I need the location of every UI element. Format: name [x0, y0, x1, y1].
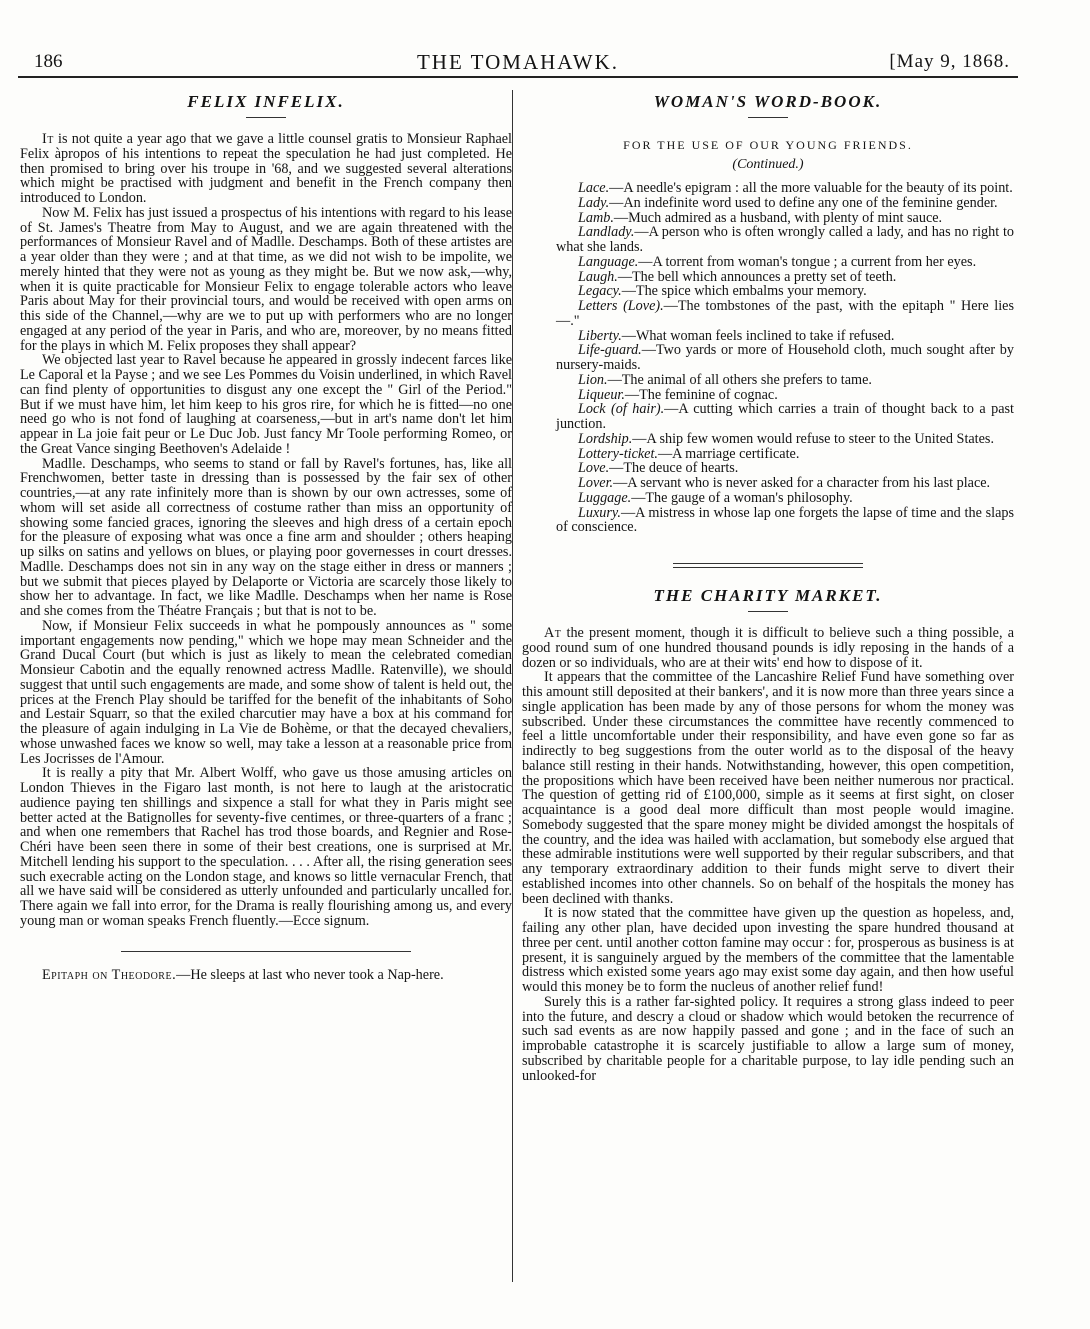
right-column: [522, 92, 1014, 1083]
entry-term: Liberty.: [578, 327, 622, 344]
issue-date: [May 9, 1868.: [889, 51, 1010, 72]
felix-paragraph: We objected last year to Ravel because he appeared in grossly indecent farces like Le Caporal et la Payse ; and we see Les Pommes du Voisin underlined, in which Ravel can find plenty of opportunities to disgust any one except the " Girl of the Period." But if we must have him, let him keep to his gros rire, for which he is fitted—no one need go who is not fond of laughing at coarseness,—but in art's name don't let him appear in La joie fait peur or Le Duc Job. Just fancy Mr Toole performing Romeo, or the Great Vance singing Beethoven's Adelaide !: [20, 352, 512, 457]
entry-term: Luxury.: [578, 504, 621, 521]
wordbook-entry: [522, 506, 1014, 536]
entry-definition: —The spice which embalms your memory.: [621, 283, 867, 300]
entry-definition: —The tombstones of the past, with the epitaph " Here lies—.": [556, 298, 1014, 329]
entry-definition: —A marriage certificate.: [657, 445, 800, 462]
wordbook-entry: [522, 461, 1014, 476]
felix-title: FELIX INFELIX.: [187, 92, 345, 111]
wordbook-entry: [522, 270, 1014, 285]
felix-paragraph: Now M. Felix has just issued a prospectus of his intentions with regard to his lease of St. James's Theatre from May to August, and we are again threatened with the performances of Monsieur Ravel and of Madlle. Deschamps. Both of these artistes are a year older than they were ; and at that time, as we did not wish to be impolite, we merely hinted that they were not as young as they might be. But we now ask,—why, when it is quite practicable for Monsieur Felix to engage tolerable actors who leave Paris about May for their provincial tours, and would be received with open arms on this side of the Channel,—why are we to put up with performers who are no longer engaged at any period of the year in Paris, and who are, moreover, by no means fitted for the plays in which M. Felix proposes they shall appear?: [20, 204, 512, 354]
entry-term: Lover.: [578, 475, 614, 491]
entry-definition: —A needle's epigram : all the more valuable for the beauty of its point.: [609, 180, 1013, 196]
entry-definition: —A mistress in whose lap one forgets the lapse of time and the slaps of conscience.: [556, 504, 1014, 536]
wordbook-entries: [522, 181, 1014, 535]
wordbook-entry: [522, 211, 1014, 226]
entry-definition: —The animal of all others she prefers to tame.: [607, 371, 872, 388]
wordbook-entry: [522, 343, 1014, 373]
entry-term: Landlady.: [578, 224, 635, 241]
page-number: 186: [34, 51, 63, 72]
charity-paragraph: Surely this is a rather far-sighted policy. It requires a strong glass indeed to peer into the future, and descry a cloud or shadow which would betoken the recurrence of such sad events as are now happily passed and gone ; and in the face of such an improbable catastrophe it is scarcely justifiable to allow a large sum of money, subscribed by charitable people for a charitable purpose, to lay idle pending such an unlooked-for: [522, 993, 1014, 1084]
column-divider: [512, 90, 513, 1282]
wordbook-entry: [522, 491, 1014, 506]
entry-definition: —A person who is often wrongly called a lady, and has no right to what she lands.: [556, 224, 1014, 255]
charity-paragraph: It is now stated that the committee have given up the question as hopeless, and, failing any other plan, have decided upon investing the spare hundred thousand at three per cent. until another cotton famine may occur : for, prosperous as business is at present, it is sanguinely argued by the members of the committee that the lamentable distress which existed some years ago may exist some day again, and then how useful would this money be to form the nucleus of another relief fund!: [522, 905, 1014, 995]
entry-definition: —An indefinite word used to define any one of the feminine gender.: [609, 194, 998, 211]
wordbook-entry: [522, 447, 1014, 462]
wordbook-entry: [522, 402, 1014, 432]
wordbook-entry: [522, 284, 1014, 299]
charity-paragraph: It appears that the committee of the Lancashire Relief Fund have something over this amount still deposited at their bankers', and it is now more than three years since a single application has been made by any of those persons for whom the money was subscribed. Under these circumstances the committee have recently commenced to feel a little uncomfortable under their responsibility, and have even gone so far as indirectly to beg suggestions from the outer world as to the disposal of the heavy balance still resting in their hands. Notwithstanding, however, this open competition, the propositions which have been received have been neither numerous nor practical. The question of getting rid of £100,000, simple as it seems at first sight, on closer acquaintance is a good deal more difficult than most people would imagine. Somebody suggested that the spare money might be divided amongst the hospitals of the country, and the idea was hailed with acclamation, but somebody else argued that these admirable institutions were well supported by their regular subscribers, and that any temporary extraordinary addition to their funds might serve to divert their established incomes into other channels. So on behalf of the hospitals the money has been declined with thanks.: [522, 669, 1014, 907]
charity-paragraph: At the present moment, though it is difficult to believe such a thing possible, a good round sum of one hundred thousand pounds is idly reposing in the hands of a dozen or so individuals, who are at their wits' end how to dispose of it.: [522, 625, 1014, 671]
wordbook-entry: [522, 373, 1014, 388]
felix-paragraph: It is not quite a year ago that we gave a little counsel gratis to Monsieur Raphael Felix àpropos of his intentions to repeat the speculation he had just completed. He then promised to bring over his troupe in '68, and we suggested several alterations which might be practised with judgment and benefit in the French company then introduced to London.: [20, 131, 512, 206]
felix-paragraph: Madlle. Deschamps, who seems to stand or fall by Ravel's fortunes, has, like all Frenchwomen, better taste in dressing than is possessed by the fair sex of other countries,—at any rate infinitely more than is shown by our own actresses, some of whom will set aside all correctness of costume rather than miss an opportunity of showing some fancied graces, ignoring the sleeves and high dress of a certain epoch for the pleasure of exposing what was once a fine arm and shoulder ; others heaping up silks on satins and yellows on blues, or playing poor governesses in court dresses. Madlle. Deschamps does not sin in any way on the stage either in dress or manners ; but we submit that pieces played by Delaporte or Victoria are scarcely those likely to show her to advantage. In fact, we like Madlle. Deschamps when her name is Rose and she comes from the Théatre Français ; but that is not to be.: [20, 455, 512, 619]
entry-term: Language.: [578, 253, 639, 270]
title-rule: [748, 117, 788, 118]
wordbook-entry: [522, 225, 1014, 255]
title-rule: [246, 117, 286, 118]
header-rule: [18, 76, 1018, 78]
wordbook-title: WOMAN'S WORD-BOOK.: [653, 92, 883, 111]
wordbook-entry: [522, 255, 1014, 270]
wordbook-entry: [522, 181, 1014, 196]
wordbook-entry: [522, 476, 1014, 491]
left-column: [20, 92, 512, 982]
entry-definition: —The bell which announces a pretty set of teeth.: [617, 268, 897, 285]
title-rule: [748, 611, 788, 612]
felix-paragraph: It is really a pity that Mr. Albert Wolff, who gave us those amusing articles on London Thieves in the Figaro last month, is not here to laugh at the aristocratic audience paying ten shillings and sixpence a stall for what they in Paris might see better acted at the Batignolles for seventy-five centimes, or three-quarters of a franc ; and when one remembers that Rachel has trod those boards, and Regnier and Rose-Chéri have been seen there in some of their best creations, one is surprised at Mr. Mitchell lending his support to the speculation. . . . After all, the rising generation sees such execrable acting on the London stage, and knows so little vernacular French, that all we have said will be considered as utterly unfounded and particularly uncalled for. There again we fall into error, for the Drama is really flourishing among us, and every young man or woman speaks French fluently.—Ecce signum.: [20, 765, 512, 929]
entry-definition: —The deuce of hearts.: [609, 460, 739, 477]
entry-term: Lion.: [578, 371, 608, 388]
entry-term: Lock (of hair).: [578, 401, 665, 418]
entry-term: Letters (Love).: [578, 298, 664, 314]
entry-definition: —Two yards or more of Household cloth, much sought after by nursery-maids.: [556, 342, 1014, 373]
wordbook-subtitle: FOR THE USE OF OUR YOUNG FRIENDS.: [623, 138, 913, 152]
entry-term: Lamb.: [578, 209, 614, 226]
entry-definition: —Much admired as a husband, with plenty of mint sauce.: [613, 209, 943, 226]
entry-definition: —A cutting which carries a train of thought back to a past junction.: [556, 401, 1014, 432]
entry-term: Lady.: [578, 194, 610, 211]
entry-term: Lordship.: [578, 430, 633, 447]
entry-definition: —The feminine of cognac.: [624, 386, 778, 403]
entry-definition: —A servant who is never asked for a character from his last place.: [613, 475, 991, 491]
wordbook-entry: [522, 432, 1014, 447]
entry-term: Legacy.: [578, 283, 622, 300]
wordbook-entry: [522, 388, 1014, 403]
entry-term: Lace.: [578, 180, 610, 196]
section-end-rule: [121, 951, 411, 952]
felix-paragraph: Now, if Monsieur Felix succeeds in what he pompously announces as " some important engagements now pending," which we hope may mean Schneider and the Grand Ducal Court (but which is just as likely to mean the celebrated comedian Monsieur Cabotin and the equally renowned actress Madlle. Ratenville), we should suggest that until such engagements are made, and some show of talent is held out, the prices at the French Play should be tariffed for the benefit of the inhabitants of Soho and Lestair Squarr, so that the exiled charcutier may have a box at his command for the pleasure of again indulging in La Vie de Bohème, or that the decayed chevaliers, whose unwashed faces we know so well, may take a lesson at a reasonable price from Les Jocrisses de l'Amour.: [20, 617, 512, 767]
entry-definition: —What woman feels inclined to take if refused.: [621, 327, 895, 344]
page-header: [18, 50, 1018, 74]
epitaph: [20, 968, 512, 983]
entry-term: Love.: [578, 460, 610, 477]
epitaph-label: Epitaph on Theodore.: [42, 966, 177, 983]
entry-term: Life-guard.: [578, 342, 642, 359]
masthead: THE TOMAHAWK.: [416, 50, 620, 74]
entry-term: Luggage.: [578, 489, 632, 506]
wordbook-continued: (Continued.): [732, 157, 804, 172]
entry-term: Liqueur.: [578, 386, 625, 403]
entry-definition: —A ship few women would refuse to steer to the United States.: [632, 430, 994, 447]
entry-definition: —A torrent from woman's tongue ; a current from her eyes.: [638, 253, 977, 270]
wordbook-entry: [522, 196, 1014, 211]
entry-definition: —The gauge of a woman's philosophy.: [631, 489, 853, 506]
epitaph-text: —He sleeps at last who never took a Nap-here.: [176, 966, 444, 983]
entry-term: Laugh.: [578, 268, 618, 285]
section-double-rule: [673, 563, 863, 568]
entry-term: Lottery-ticket.: [578, 445, 658, 462]
charity-title: THE CHARITY MARKET.: [653, 586, 883, 605]
wordbook-entry: [522, 299, 1014, 329]
wordbook-entry: [522, 329, 1014, 344]
